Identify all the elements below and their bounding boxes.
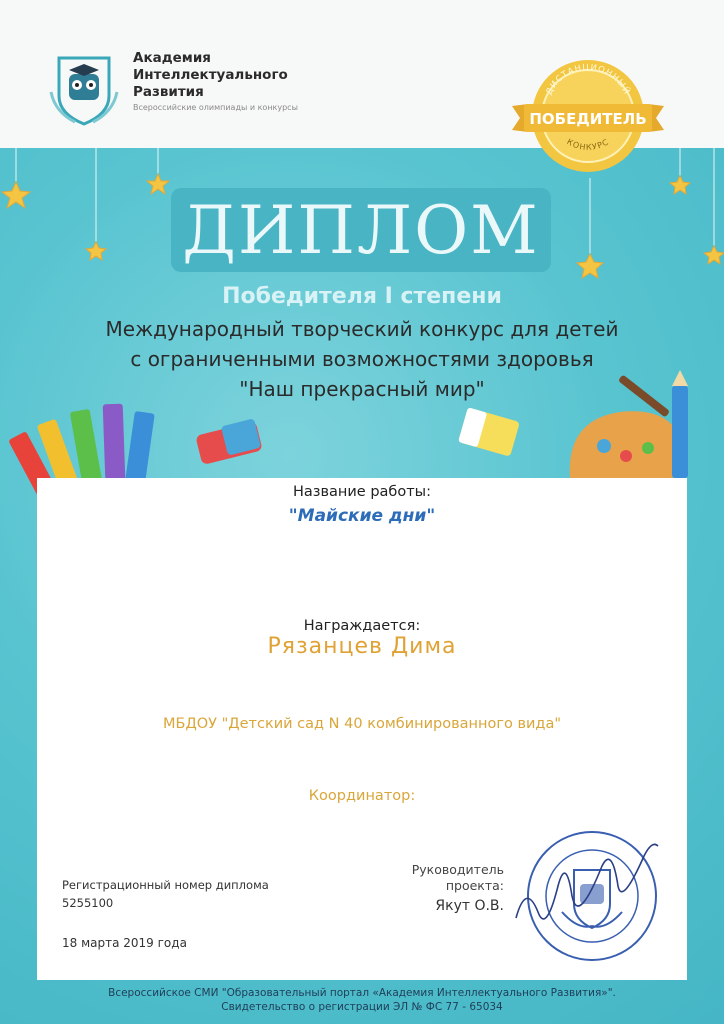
work-label: Название работы:: [292, 484, 432, 500]
signatory-role: [398, 862, 504, 894]
academy-subtitle: Всероссийские олимпиады и конкурсы: [133, 103, 298, 112]
academy-name-line1: Академия: [133, 50, 211, 66]
registration-number: 5255100: [62, 896, 114, 910]
coordinator-label: Координатор:: [308, 788, 416, 804]
signatory-role-line2: проекта:: [445, 878, 504, 893]
seal-ribbon-text: ПОБЕДИТЕЛЬ: [529, 110, 647, 128]
diploma-subtitle: Победителя I степени: [222, 284, 502, 309]
institution-name: МБДОУ "Детский сад N 40 комбинированного вида": [162, 716, 562, 732]
footer: [0, 986, 724, 1014]
footer-line1: Всероссийское СМИ "Образовательный портал «Академия Интеллектуального Развития»".: [108, 987, 616, 999]
diploma-title: ДИПЛОМ: [182, 192, 540, 269]
seal-bottom-text: КОНКУРС: [565, 137, 611, 152]
winner-seal: [508, 48, 668, 178]
registration-label: Регистрационный номер диплома: [62, 878, 269, 892]
work-title: "Майские дни": [288, 506, 436, 526]
contest-name: [0, 314, 724, 404]
seal-top-text: ДИСТАНЦИОННЫЙ: [544, 62, 632, 97]
academy-logo: [45, 52, 123, 130]
academy-name-line3: Развития: [133, 84, 204, 100]
academy-name: [133, 50, 353, 101]
contest-line3: "Наш прекрасный мир": [239, 377, 485, 401]
award-label: Награждается:: [303, 618, 421, 634]
academy-name-line2: Интеллектуального: [133, 67, 288, 83]
signatory-name: Якут О.В.: [435, 898, 504, 914]
contest-line2: с ограниченными возможностями здоровья: [130, 347, 594, 371]
contest-line1: Международный творческий конкурс для детей: [105, 317, 619, 341]
issue-date: 18 марта 2019 года: [62, 936, 187, 950]
footer-line2: Свидетельство о регистрации ЭЛ № ФС 77 - 65034: [221, 1001, 503, 1013]
official-stamp: [512, 826, 660, 966]
winner-name: Рязанцев Дима: [267, 634, 457, 659]
signatory-role-line1: Руководитель: [411, 862, 504, 877]
